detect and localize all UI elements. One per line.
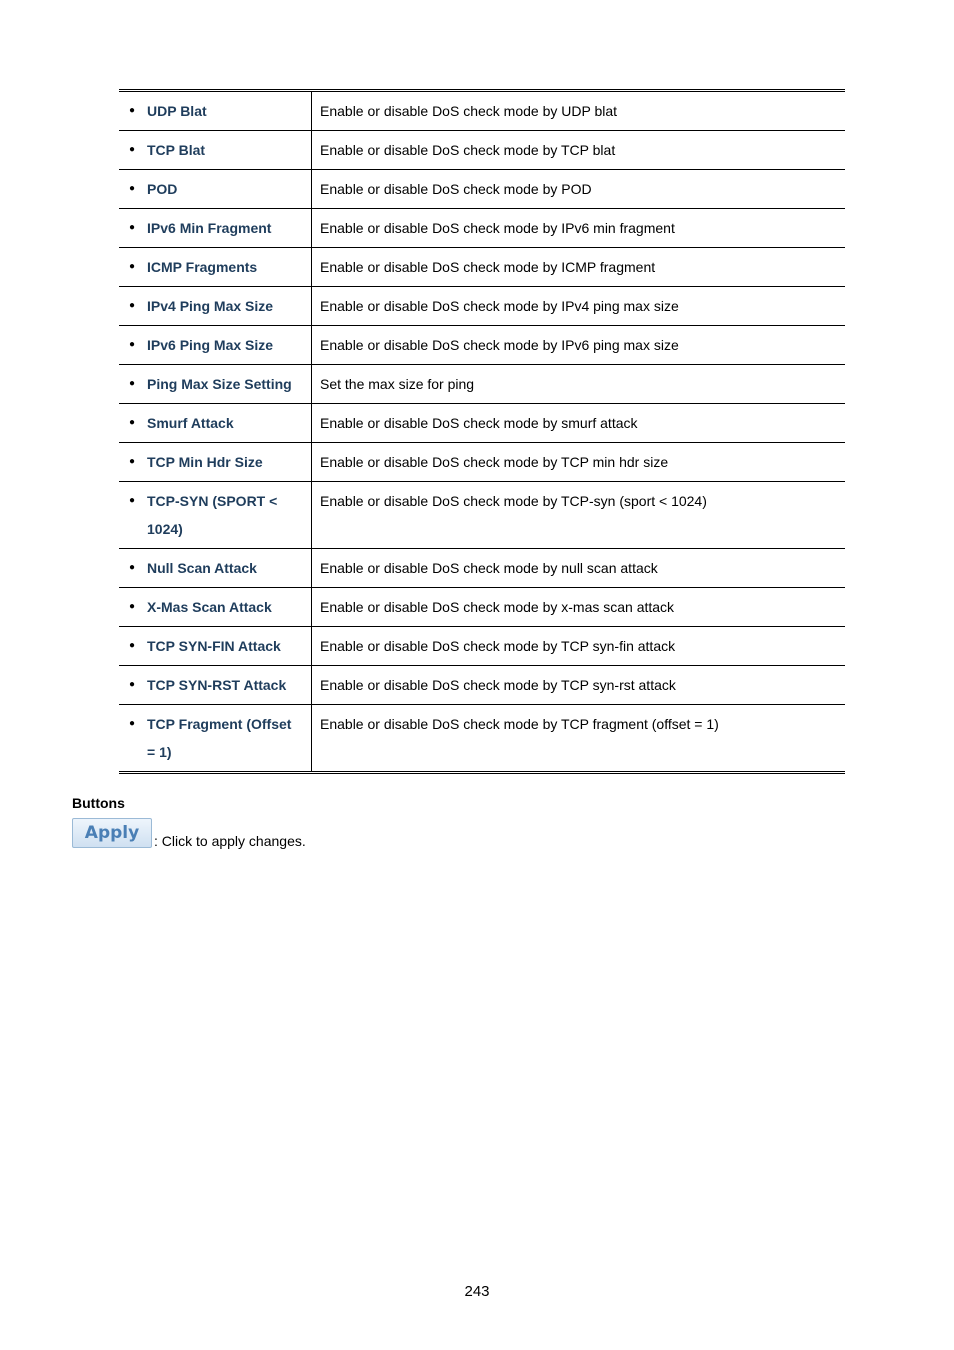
description-cell: Enable or disable DoS check mode by smurf attack	[312, 404, 846, 443]
description-cell: Enable or disable DoS check mode by null scan attack	[312, 549, 846, 588]
parameter-cell	[119, 170, 312, 209]
parameter-cell	[119, 404, 312, 443]
parameter-cell	[119, 326, 312, 365]
table-row	[119, 170, 845, 209]
parameter-name: TCP Fragment (Offset = 1)	[147, 716, 292, 760]
bullet-icon: ●	[129, 144, 136, 155]
description-cell: Enable or disable DoS check mode by TCP-syn (sport < 1024)	[312, 482, 846, 549]
parameter-cell	[119, 482, 312, 549]
table-row	[119, 482, 845, 549]
description-cell: Enable or disable DoS check mode by ICMP fragment	[312, 248, 846, 287]
parameter-cell	[119, 365, 312, 404]
parameter-name: Ping Max Size Setting	[147, 376, 292, 392]
parameter-name: IPv6 Min Fragment	[147, 220, 272, 236]
description-cell: Enable or disable DoS check mode by IPv6 min fragment	[312, 209, 846, 248]
parameter-name: POD	[147, 181, 178, 197]
bullet-icon: ●	[129, 417, 136, 428]
parameter-table-container	[119, 89, 845, 774]
parameter-cell	[119, 131, 312, 170]
table-row	[119, 131, 845, 170]
description-cell: Enable or disable DoS check mode by TCP min hdr size	[312, 443, 846, 482]
table-row	[119, 209, 845, 248]
bullet-icon: ●	[129, 183, 136, 194]
table-row	[119, 588, 845, 627]
parameter-item	[127, 409, 303, 437]
bullet-icon: ●	[129, 601, 136, 612]
description-cell: Enable or disable DoS check mode by POD	[312, 170, 846, 209]
parameter-cell	[119, 443, 312, 482]
description-cell: Enable or disable DoS check mode by TCP fragment (offset = 1)	[320, 716, 719, 732]
bullet-icon: ●	[129, 562, 136, 573]
parameter-item	[127, 331, 303, 359]
parameter-item	[127, 448, 303, 476]
parameter-item	[127, 554, 303, 582]
parameter-cell	[119, 666, 312, 705]
bullet-icon: ●	[129, 261, 136, 272]
parameter-name: TCP SYN-RST Attack	[147, 677, 287, 693]
parameter-item	[127, 370, 303, 398]
parameter-name: IPv6 Ping Max Size	[147, 337, 274, 353]
bullet-icon: ●	[129, 222, 136, 233]
bullet-icon: ●	[129, 495, 136, 506]
description-cell: Enable or disable DoS check mode by IPv6 ping max size	[312, 326, 846, 365]
parameter-item	[127, 253, 303, 281]
description-cell: Set the max size for ping	[312, 365, 846, 404]
apply-row	[72, 818, 306, 848]
parameter-name: IPv4 Ping Max Size	[147, 298, 274, 314]
buttons-heading: Buttons	[72, 795, 125, 811]
parameter-cell	[119, 209, 312, 248]
apply-description: : Click to apply changes.	[154, 833, 306, 849]
page-number: 243	[464, 1283, 490, 1300]
parameter-cell	[119, 91, 312, 131]
bullet-icon: ●	[129, 300, 136, 311]
table-row	[119, 443, 845, 482]
parameter-item	[127, 292, 303, 320]
bullet-icon: ●	[129, 718, 136, 729]
parameter-cell	[119, 248, 312, 287]
parameter-item	[127, 136, 303, 164]
bullet-icon: ●	[129, 679, 136, 690]
description-cell: Enable or disable DoS check mode by x-mas scan attack	[312, 588, 846, 627]
parameter-name: UDP Blat	[147, 103, 207, 119]
parameter-item	[127, 487, 303, 543]
parameter-item	[127, 175, 303, 203]
parameter-cell	[119, 627, 312, 666]
table-row	[119, 404, 845, 443]
parameter-name: Smurf Attack	[147, 415, 234, 431]
parameter-name: X-Mas Scan Attack	[147, 599, 272, 615]
parameter-item	[127, 710, 303, 766]
table-row	[119, 287, 845, 326]
table-row	[119, 705, 845, 773]
parameter-cell	[119, 549, 312, 588]
parameter-item	[127, 593, 303, 621]
parameter-item	[127, 214, 303, 242]
bullet-icon: ●	[129, 456, 136, 467]
description-cell: Enable or disable DoS check mode by TCP syn-fin attack	[312, 627, 846, 666]
table-row	[119, 326, 845, 365]
table-row	[119, 666, 845, 705]
table-row	[119, 365, 845, 404]
bullet-icon: ●	[129, 339, 136, 350]
parameter-item	[127, 97, 303, 125]
parameter-item	[127, 671, 303, 699]
parameter-cell	[119, 705, 312, 773]
apply-button[interactable]: Apply	[72, 818, 152, 848]
bullet-icon: ●	[129, 378, 136, 389]
parameter-table-body	[119, 91, 845, 773]
description-cell: Enable or disable DoS check mode by TCP blat	[312, 131, 846, 170]
parameter-name: ICMP Fragments	[147, 259, 258, 275]
parameter-name: TCP-SYN (SPORT < 1024)	[147, 493, 278, 537]
parameter-name: Null Scan Attack	[147, 560, 257, 576]
parameter-table	[119, 89, 845, 774]
parameter-item	[127, 632, 303, 660]
description-cell: Enable or disable DoS check mode by TCP syn-rst attack	[312, 666, 846, 705]
parameter-cell	[119, 287, 312, 326]
table-row	[119, 627, 845, 666]
parameter-name: TCP Min Hdr Size	[147, 454, 263, 470]
table-row	[119, 91, 845, 131]
table-row	[119, 549, 845, 588]
table-row	[119, 248, 845, 287]
description-cell: Enable or disable DoS check mode by UDP blat	[312, 91, 846, 131]
bullet-icon: ●	[129, 640, 136, 651]
parameter-cell	[119, 588, 312, 627]
description-cell: Enable or disable DoS check mode by IPv4 ping max size	[312, 287, 846, 326]
bullet-icon: ●	[129, 105, 136, 116]
parameter-name: TCP Blat	[147, 142, 206, 158]
parameter-name: TCP SYN-FIN Attack	[147, 638, 281, 654]
